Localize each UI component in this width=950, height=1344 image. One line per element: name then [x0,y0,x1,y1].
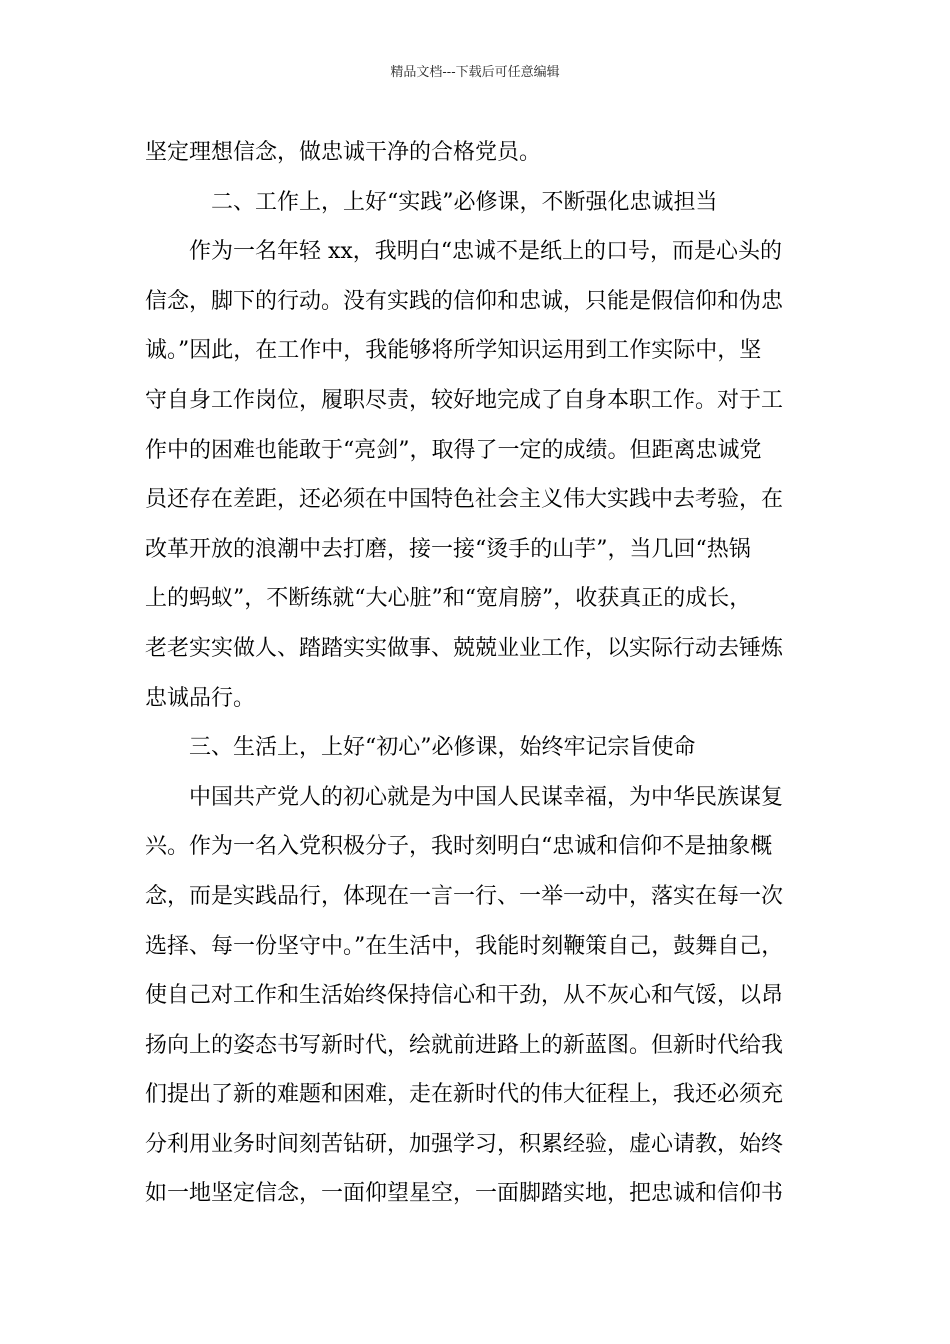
paragraph-line: 们提出了新的难题和困难，走在新时代的伟大征程上，我还必须充 [145,1082,784,1108]
document-body [145,128,825,1219]
paragraph-line: 信念，脚下的行动。没有实践的信仰和忠诚，只能是假信仰和伪忠 [145,288,784,314]
paragraph-line: 坚定理想信念，做忠诚干净的合格党员。 [145,140,542,165]
paragraph-line: 使自己对工作和生活始终保持信心和干劲，从不灰心和气馁，以昂 [145,983,784,1009]
paragraph-line: 老老实实做人、踏踏实实做事、兢兢业业工作，以实际行动去锤炼 [145,635,784,661]
paragraph-line: 诚。”因此，在工作中，我能够将所学知识运用到工作实际中，坚 [145,338,762,364]
paragraph-line: 念，而是实践品行，体现在一言一行、一举一动中，落实在每一次 [145,883,784,909]
paragraph-line: 上的蚂蚁”，不断练就“大心脏”和“宽肩膀”，收获真正的成长， [145,586,752,612]
paragraph-line: 兴。作为一名入党积极分子，我时刻明白“忠诚和信仰不是抽象概 [145,834,773,860]
paragraph-line: 作为一名年轻 xx，我明白“忠诚不是纸上的口号，而是心头的 [189,239,783,265]
section-heading: 二、工作上，上好“实践”必修课，不断强化忠诚担当 [211,189,718,215]
paragraph-line: 员还存在差距，还必须在中国特色社会主义伟大实践中去考验，在 [145,487,784,513]
paragraph-line: 扬向上的姿态书写新时代，绘就前进路上的新蓝图。但新时代给我 [145,1032,784,1058]
paragraph-line: 作中的困难也能敢于“亮剑”，取得了一定的成绩。但距离忠诚党 [145,437,762,463]
paragraph-line: 分利用业务时间刻苦钻研，加强学习，积累经验，虚心请教，始终 [145,1131,784,1157]
paragraph-line: 守自身工作岗位，履职尽责，较好地完成了自身本职工作。对于工 [145,387,784,413]
paragraph-line: 中国共产党人的初心就是为中国人民谋幸福，为中华民族谋复 [189,784,784,810]
paragraph-line: 改革开放的浪潮中去打磨，接一接“烫手的山芋”，当几回“热锅 [145,536,751,562]
paragraph-line: 忠诚品行。 [145,685,256,711]
paragraph-line: 如一地坚定信念，一面仰望星空，一面脚踏实地，把忠诚和信仰书 [145,1181,784,1207]
section-heading: 三、生活上，上好“初心”必修课，始终牢记宗旨使命 [189,735,696,761]
paragraph-line: 选择、每一份坚守中。”在生活中，我能时刻鞭策自己，鼓舞自己， [145,933,784,959]
page-header: 精品文档---下载后可任意编辑 [390,65,560,80]
